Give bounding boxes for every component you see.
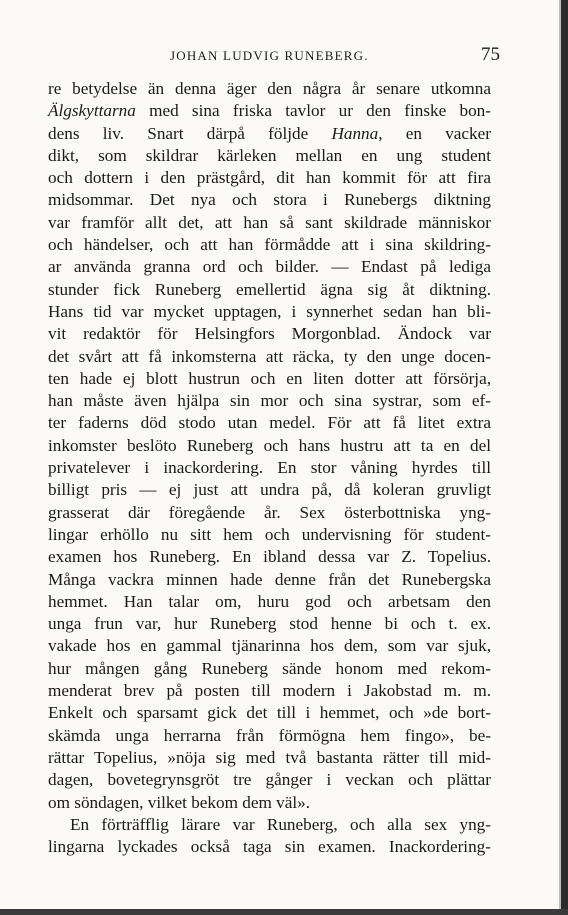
text-line: om söndagen, vilket bekom dem väl». (48, 792, 311, 812)
text-line: dens liv. Snart därpå följde Hanna, en vacker (48, 123, 491, 143)
page-number: 75 (481, 44, 500, 65)
text-line: vakade hos en gammal tjänarinna hos dem, som var sjuk, (48, 636, 491, 656)
text-line: och dottern i den prästgård, dit han kommit för att fira (48, 168, 491, 188)
text-line: En förträfflig lärare var Runeberg, och alla sex yng- (70, 814, 491, 834)
text-line: Enkelt och sparsamt gick det till i hemmet, och »de bort- (48, 703, 491, 723)
text-line: dagen, bovetegrynsgröt tre gånger i veckan och plättar (48, 770, 491, 790)
text-line: dikt, som skildrar kärleken mellan en ung student (48, 145, 491, 165)
text-line: han måste även hjälpa sin mor och sina systrar, som ef- (48, 391, 491, 411)
text-line: Hans tid var mycket upptagen, i synnerhet sedan han bli- (48, 301, 491, 321)
text-line: re betydelse än denna äger den några år senare utkomna (48, 79, 491, 98)
text-line: hur mången gång Runeberg sände honom med rekom- (48, 658, 491, 678)
text-line: privatelever i inackordering. En stor våning hyrdes till (48, 458, 491, 478)
text-line: var framför allt det, att han så sant skildrade människor (48, 212, 491, 232)
text-line: billigt pris — ej just att undra på, då koleran gruvligt (48, 480, 491, 500)
text-line: skämda unga herrarna från förmögna hem fingo», be- (48, 725, 491, 745)
paragraph (48, 814, 491, 859)
text-line: hemmet. Han talar om, huru god och arbetsam den (48, 591, 491, 611)
text-line: inkomster beslöto Runeberg och hans hustru att ta en del (48, 435, 491, 455)
text-line: menderat brev på posten till modern i Jakobstad m. m. (48, 681, 491, 701)
paragraph (48, 78, 491, 814)
text-line: vit redaktör för Helsingfors Morgonblad. Ändock var (48, 324, 491, 344)
text-line: rättar Topelius, »nöja sig med två bastanta rätter till mid- (48, 747, 491, 767)
text-line: Älgskyttarna med sina friska tavlor ur den finske bon- (48, 101, 491, 121)
text-line: lingarna lyckades också taga sin examen. Inackordering- (48, 837, 491, 857)
text-line: unga frun var, hur Runeberg stod henne bi och t. ex. (48, 614, 491, 634)
text-line: Många vackra minnen hade denne från det Runebergska (48, 569, 491, 589)
text-line: grasserat där föregående år. Sex österbottniska yng- (48, 502, 491, 522)
running-title: JOHAN LUDVIG RUNEBERG. (170, 48, 369, 63)
text-line: ar använda granna ord och bilder. — Endast på lediga (48, 257, 491, 277)
scan-border-bottom (0, 909, 568, 915)
text-line: och händelser, och att han förmådde att i sina skildring- (48, 235, 491, 255)
text-line: lingar erhöllo nu sitt hem och undervisning för student- (48, 524, 491, 544)
text-line: ten hade ej blott hustrun och en liten dotter att försörja, (48, 368, 491, 388)
text-line: det svårt att få inkomsterna att räcka, ty den unge docen- (48, 346, 491, 366)
text-line: examen hos Runeberg. En ibland dessa var Z. Topelius. (48, 547, 491, 567)
text-line: stunder fick Runeberg emellertid ägna sig åt diktning. (48, 279, 491, 299)
scan-border-right (561, 0, 568, 915)
body-text (48, 78, 491, 858)
running-head (48, 44, 500, 68)
text-line: ter faderns död stodo utan medel. För att få litet extra (48, 413, 491, 433)
text-line: midsommar. Det nya och stora i Runebergs diktning (48, 190, 491, 210)
